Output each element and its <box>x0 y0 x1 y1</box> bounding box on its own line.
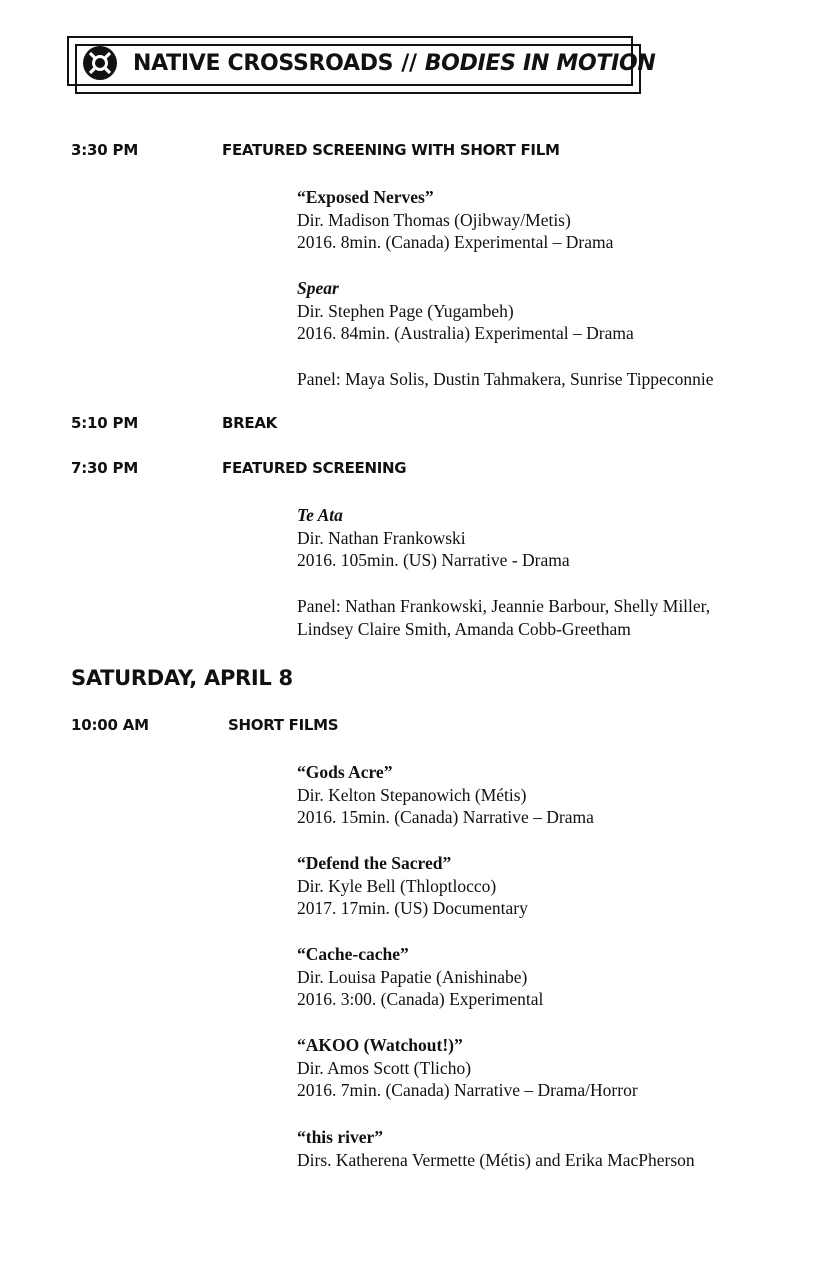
title-subtitle: BODIES IN MOTION <box>424 51 656 76</box>
panel-list <box>297 595 710 640</box>
crossroads-logo-icon <box>82 45 118 81</box>
film-entry <box>297 761 594 829</box>
schedule-time: 7:30 PM <box>71 459 139 477</box>
film-details: 2016. 8min. (Canada) Experimental – Drama <box>297 232 614 252</box>
title-separator: // <box>401 51 417 76</box>
title-main: NATIVE CROSSROADS <box>133 51 394 76</box>
schedule-label: SHORT FILMS <box>228 716 339 734</box>
film-director: Dir. Stephen Page (Yugambeh) <box>297 300 514 321</box>
schedule-time: 5:10 PM <box>71 414 139 432</box>
film-entry <box>297 943 543 1011</box>
schedule-time: 10:00 AM <box>71 716 149 734</box>
film-entry <box>297 1034 638 1102</box>
film-director: Dir. Louisa Papatie (Anishinabe) <box>297 966 528 987</box>
film-details: 2016. 105min. (US) Narrative - Drama <box>297 550 570 570</box>
film-title: Spear <box>297 278 339 298</box>
film-director: Dirs. Katherena Vermette (Métis) and Erika MacPherson <box>297 1149 695 1170</box>
film-entry <box>297 277 634 345</box>
panel-line: Panel: Nathan Frankowski, Jeannie Barbour, Shelly Miller, <box>297 596 711 616</box>
schedule-time: 3:30 PM <box>71 141 139 159</box>
film-title: “Exposed Nerves” <box>297 187 434 207</box>
day-heading: SATURDAY, APRIL 8 <box>71 666 293 690</box>
page-header <box>67 36 656 86</box>
film-title: “Cache-cache” <box>297 944 409 964</box>
film-details: 2017. 17min. (US) Documentary <box>297 898 528 918</box>
film-details: 2016. 15min. (Canada) Narrative – Drama <box>297 807 594 827</box>
film-title: “this river” <box>297 1127 384 1147</box>
panel-line: Panel: Maya Solis, Dustin Tahmakera, Sunrise Tippeconnie <box>297 369 714 389</box>
film-entry <box>297 852 528 920</box>
panel-line: Lindsey Claire Smith, Amanda Cobb-Greetham <box>297 618 631 639</box>
film-director: Dir. Madison Thomas (Ojibway/Metis) <box>297 209 571 230</box>
film-details: 2016. 84min. (Australia) Experimental – Drama <box>297 323 634 343</box>
film-details: 2016. 7min. (Canada) Narrative – Drama/Horror <box>297 1080 638 1100</box>
panel-list <box>297 368 713 391</box>
schedule-label: BREAK <box>222 414 277 432</box>
film-entry <box>297 1126 695 1171</box>
schedule-label: FEATURED SCREENING <box>222 459 407 477</box>
film-entry <box>297 504 570 572</box>
film-director: Dir. Kyle Bell (Thloptlocco) <box>297 875 497 896</box>
schedule-label: FEATURED SCREENING WITH SHORT FILM <box>222 141 560 159</box>
film-director: Dir. Nathan Frankowski <box>297 527 466 548</box>
film-title: “AKOO (Watchout!)” <box>297 1035 463 1055</box>
film-entry <box>297 186 613 254</box>
film-director: Dir. Amos Scott (Tlicho) <box>297 1057 472 1078</box>
film-details: 2016. 3:00. (Canada) Experimental <box>297 989 544 1009</box>
film-director: Dir. Kelton Stepanowich (Métis) <box>297 784 527 805</box>
film-title: Te Ata <box>297 505 343 525</box>
film-title: “Defend the Sacred” <box>297 853 452 873</box>
film-title: “Gods Acre” <box>297 762 393 782</box>
page-title <box>133 47 656 81</box>
